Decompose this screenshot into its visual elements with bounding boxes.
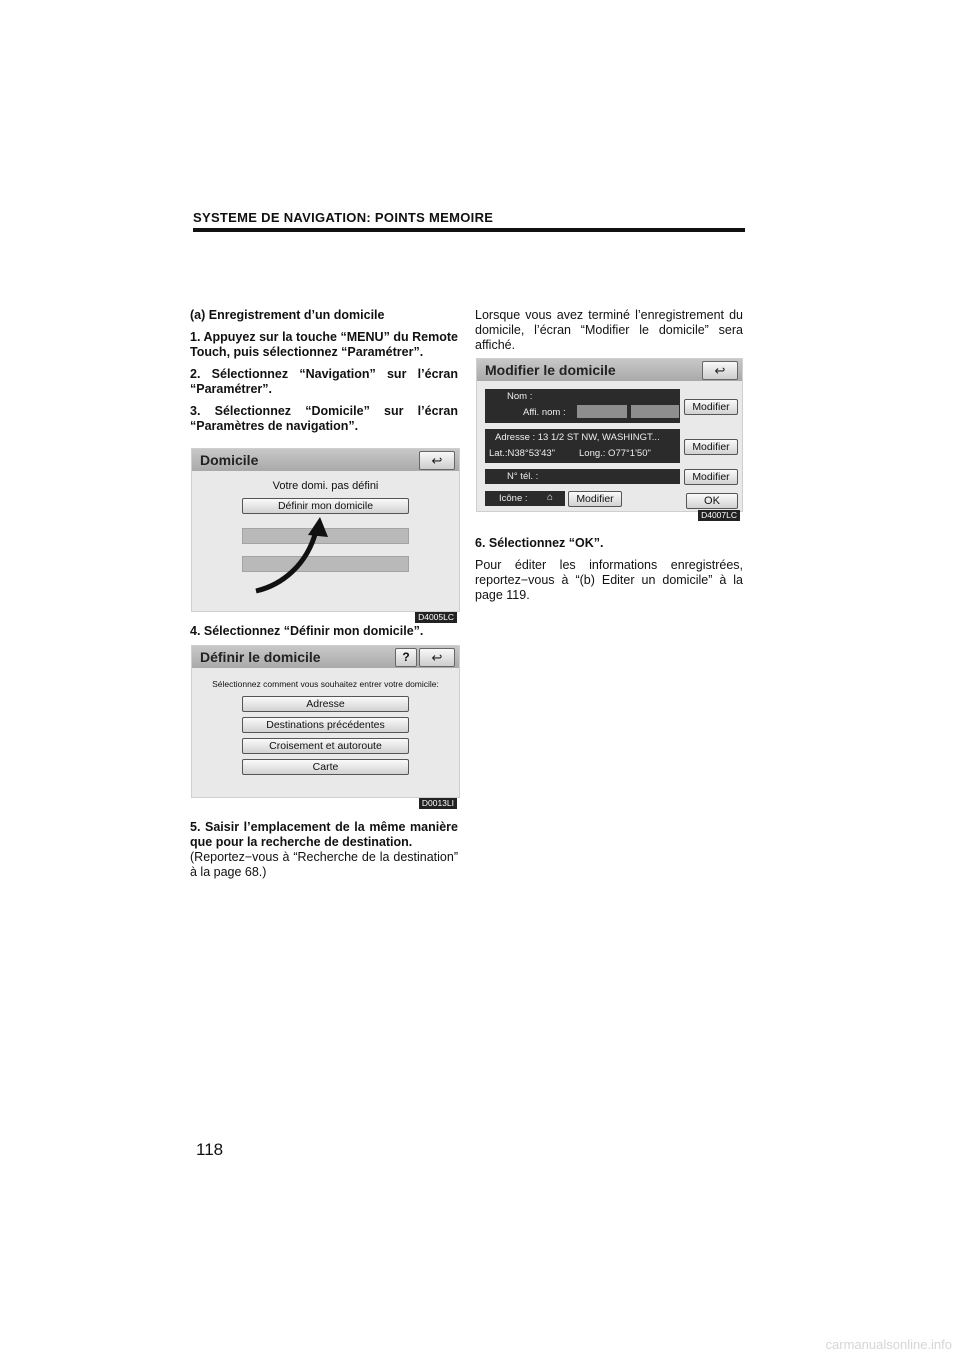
home-icon: ⌂: [547, 492, 554, 503]
step-4: 4. Sélectionnez “Définir mon domicile”.: [190, 624, 424, 638]
back-arrow-icon: ↩: [431, 650, 443, 665]
ok-button[interactable]: OK: [686, 493, 738, 509]
titlebar: [477, 359, 742, 381]
figure-code: D0013LI: [419, 798, 457, 809]
page-number: 118: [196, 1140, 224, 1159]
edit-note: Pour éditer les informations enregistrées, reportez−vous à “(b) Editer un domicile” à la page 119.: [475, 558, 743, 602]
address-field: [485, 429, 680, 463]
screen-define-home: [191, 645, 460, 808]
section-title: (a) Enregistrement d’un domicile: [190, 308, 385, 322]
back-button[interactable]: [419, 451, 455, 470]
address-text: Adresse : 13 1/2 ST NW, WASHINGT...: [495, 432, 660, 443]
titlebar: [192, 646, 459, 668]
step-5: [190, 820, 458, 880]
map-button[interactable]: Carte: [242, 759, 409, 775]
phone-field: [485, 469, 680, 484]
modify-icon-button[interactable]: Modifier: [568, 491, 622, 507]
display-name-label: Affi. nom :: [523, 407, 566, 418]
watermark: carmanualsonline.info: [825, 1337, 952, 1352]
screen-edit-home: [476, 358, 743, 520]
intro-text: Lorsque vous avez terminé l’enregistrement du domicile, l’écran “Modifier le domicile” sera affiché.: [475, 308, 743, 352]
right-steps: [475, 536, 743, 610]
modify-name-button[interactable]: Modifier: [684, 399, 738, 415]
step-2: 2. Sélectionnez “Navigation” sur l’écran “Paramétrer”.: [190, 367, 458, 396]
help-icon: ?: [402, 650, 410, 664]
figure-code: D4005LC: [415, 612, 457, 623]
modify-address-button[interactable]: Modifier: [684, 439, 738, 455]
screen-domicile: [191, 448, 460, 622]
icon-label: Icône :: [499, 493, 528, 504]
name-label: Nom :: [507, 391, 533, 402]
step-1: 1. Appuyez sur la touche “MENU” du Remote Touch, puis sélectionnez “Paramétrer”.: [190, 330, 458, 359]
figure-code: D4007LC: [698, 510, 740, 521]
phone-label: N° tél. :: [507, 471, 539, 482]
icon-field: [485, 491, 565, 506]
step-5-note: (Reportez−vous à “Recherche de la destination” à la page 68.): [190, 850, 458, 879]
screen-title: Modifier le domicile: [485, 362, 616, 378]
address-button[interactable]: Adresse: [242, 696, 409, 712]
set-home-button[interactable]: Définir mon domicile: [242, 498, 409, 514]
screen-title: Définir le domicile: [200, 649, 321, 665]
longitude-text: Long.: O77°1'50": [579, 448, 651, 459]
step-3: 3. Sélectionnez “Domicile” sur l’écran “Paramètres de navigation”.: [190, 404, 458, 433]
back-button[interactable]: [419, 648, 455, 667]
help-button[interactable]: [395, 648, 417, 667]
back-button[interactable]: [702, 361, 738, 380]
status-text: Votre domi. pas défini: [272, 480, 379, 492]
name-box-1: [577, 405, 627, 418]
name-field: [485, 389, 680, 423]
titlebar: [192, 449, 459, 471]
name-box-2: [631, 405, 679, 418]
previous-destinations-button[interactable]: Destinations précédentes: [242, 717, 409, 733]
step-6: 6. Sélectionnez “OK”.: [475, 536, 604, 550]
instruction-text: Sélectionnez comment vous souhaitez entrer votre domicile:: [212, 679, 439, 689]
left-column: [190, 308, 458, 441]
pointer-arrow: [252, 515, 342, 595]
step-5-text: 5. Saisir l’emplacement de la même manière que pour la recherche de destination.: [190, 820, 458, 849]
latitude-text: Lat.:N38°53'43": [489, 448, 556, 459]
modify-phone-button[interactable]: Modifier: [684, 469, 738, 485]
header-rule: [193, 228, 745, 232]
section-header: SYSTEME DE NAVIGATION: POINTS MEMOIRE: [193, 210, 494, 225]
screen-title: Domicile: [200, 452, 259, 468]
back-arrow-icon: ↩: [714, 363, 726, 378]
intersection-freeway-button[interactable]: Croisement et autoroute: [242, 738, 409, 754]
back-arrow-icon: ↩: [431, 453, 443, 468]
